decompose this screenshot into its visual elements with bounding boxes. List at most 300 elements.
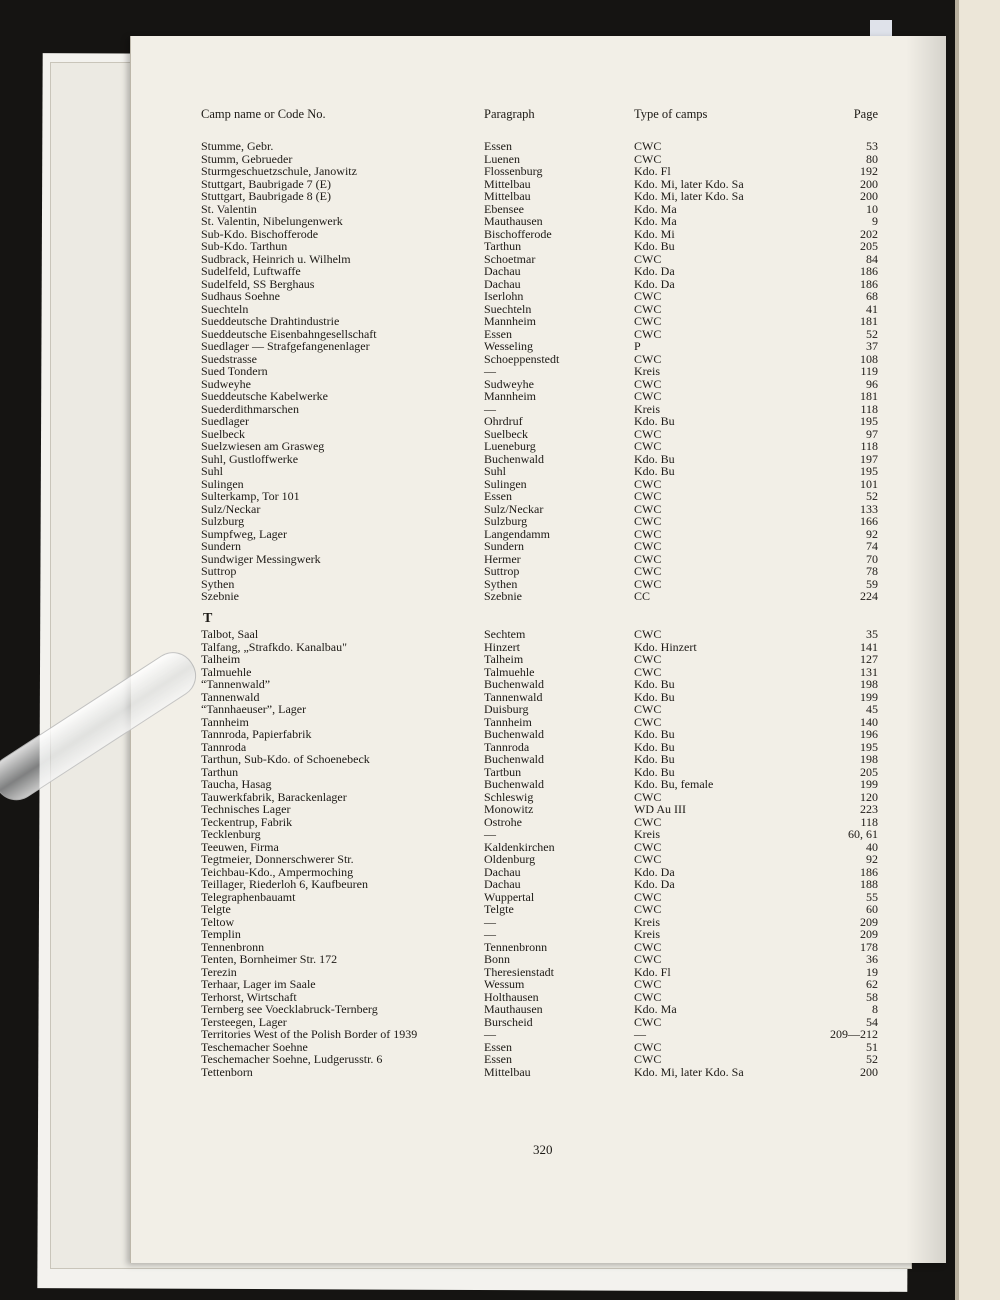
index-entry-type: CWC <box>634 627 662 641</box>
index-entry-paragraph: Mauthausen <box>484 1002 543 1016</box>
index-entry-page: 54 <box>866 1014 878 1029</box>
index-entry-name: Sulzburg <box>201 514 245 528</box>
index-entry-page: 19 <box>866 964 878 979</box>
index-entry-page: 96 <box>866 376 878 391</box>
index-entry-page: 188 <box>860 877 878 891</box>
index-entry-type: CWC <box>634 301 662 316</box>
index-entry-name: Ternberg see Voecklabruck-Ternberg <box>201 1002 378 1016</box>
index-entry-type: CWC <box>634 939 662 954</box>
index-entry-type: Kdo. Bu <box>634 451 675 466</box>
index-entry-page: 133 <box>860 501 878 516</box>
index-entry-page: 141 <box>860 639 878 654</box>
index-entry-name: Taucha, Hasag <box>201 777 272 791</box>
index-entry-name: Talbot, Saal <box>201 627 259 641</box>
index-entry-type: CWC <box>634 714 662 729</box>
index-entry-page: 74 <box>866 539 878 553</box>
t-camp-name-column <box>201 628 417 1078</box>
index-entry-page: 181 <box>860 389 878 403</box>
index-entry-page: 200 <box>860 176 878 191</box>
index-entry-name: Suttrop <box>201 564 237 578</box>
index-entry-page: 60, 61 <box>848 827 878 841</box>
index-entry-name: Teschemacher Soehne <box>201 1039 308 1054</box>
index-entry-type: CWC <box>634 814 662 829</box>
index-entry-type: CWC <box>634 1039 662 1054</box>
index-entry-type: CWC <box>634 902 662 916</box>
index-entry-page: 209—212 <box>830 1027 878 1041</box>
index-entry-name: Sueddeutsche Eisenbahngesellschaft <box>201 326 377 341</box>
index-entry-page: 198 <box>860 752 878 766</box>
index-entry-page: 202 <box>860 226 878 241</box>
index-entry-paragraph: Essen <box>484 489 512 503</box>
index-entry-type: CWC <box>634 989 662 1004</box>
index-entry-paragraph: Hermer <box>484 551 521 566</box>
index-entry-type: CWC <box>634 839 662 854</box>
index-entry-type: CWC <box>634 326 662 341</box>
t-page-column <box>790 628 878 1078</box>
index-entry-paragraph: Tarthun <box>484 239 522 253</box>
index-entry-page: 84 <box>866 251 878 266</box>
index-entry-paragraph: Tannroda <box>484 739 530 754</box>
index-entry-page: 209 <box>860 914 878 929</box>
index-entry-paragraph: Oldenburg <box>484 852 536 866</box>
book-spine-shadow <box>955 0 959 1300</box>
index-entry-name: Sundern <box>201 539 241 553</box>
index-entry-type: Kreis <box>634 914 660 929</box>
index-entry-paragraph: Essen <box>484 326 512 341</box>
index-entry-page: 166 <box>860 514 878 528</box>
index-entry-name: Suedstrasse <box>201 351 257 366</box>
index-entry-type: Kdo. Da <box>634 877 675 891</box>
index-entry-paragraph: Schoeppenstedt <box>484 351 560 366</box>
index-entry-name: Teckentrup, Fabrik <box>201 814 293 829</box>
index-entry-paragraph: — <box>484 401 496 416</box>
index-entry-page: 52 <box>866 489 878 503</box>
index-entry-type: CWC <box>634 564 662 578</box>
index-entry-type: Kdo. Hinzert <box>634 639 697 654</box>
index-entry-name: Telegraphenbauamt <box>201 889 296 904</box>
index-entry-type: CWC <box>634 426 662 441</box>
index-entry-type: Kdo. Bu <box>634 689 675 704</box>
index-entry-type: Kdo. Bu <box>634 739 675 754</box>
header-camp-name: Camp name or Code No. <box>201 107 326 121</box>
index-entry-type: CWC <box>634 439 662 453</box>
index-entry-paragraph: Szebnie <box>484 589 522 603</box>
index-entry-paragraph: Buchenwald <box>484 777 544 791</box>
index-entry-paragraph: Suelbeck <box>484 426 528 441</box>
index-entry-paragraph: — <box>484 927 496 941</box>
index-entry-page: 37 <box>866 339 878 353</box>
s-type-column <box>634 140 744 603</box>
index-entry-type: CWC <box>634 852 662 866</box>
index-entry-name: Talheim <box>201 652 241 666</box>
index-entry-paragraph: Mannheim <box>484 389 536 403</box>
index-entry-type: CWC <box>634 1052 662 1066</box>
index-entry-paragraph: Hinzert <box>484 639 520 654</box>
index-entry-page: 198 <box>860 677 878 691</box>
index-entry-paragraph: Holthausen <box>484 989 539 1004</box>
index-entry-name: Sub-Kdo. Bischofferode <box>201 226 319 241</box>
header-type: Type of camps <box>634 107 708 121</box>
index-entry-type: CWC <box>634 289 662 303</box>
index-entry-type: CC <box>634 589 651 603</box>
index-entry-name: Stumm, Gebrueder <box>201 151 293 166</box>
t-paragraph-column <box>484 628 555 1078</box>
index-entry-paragraph: Sythen <box>484 576 518 591</box>
index-entry-paragraph: Wessum <box>484 977 525 991</box>
index-entry-name: Suhl, Gustloffwerke <box>201 451 299 466</box>
index-entry-name: Sumpfweg, Lager <box>201 526 287 541</box>
index-entry-paragraph: Sechtem <box>484 627 526 641</box>
index-entry-paragraph: Wesseling <box>484 339 534 353</box>
index-entry-page: 78 <box>866 564 878 578</box>
index-entry-page: 200 <box>860 189 878 203</box>
index-entry-paragraph: Tannheim <box>484 714 532 729</box>
index-entry-type: Kreis <box>634 927 660 941</box>
index-entry-type: CWC <box>634 251 662 266</box>
index-entry-page: 8 <box>872 1002 878 1016</box>
index-entry-type: CWC <box>634 376 662 391</box>
index-entry-type: Kdo. Fl <box>634 164 671 178</box>
index-entry-type: Kdo. Ma <box>634 201 677 216</box>
index-entry-paragraph: Sulz/Neckar <box>484 501 544 516</box>
index-entry-name: Sturmgeschuetzschule, Janowitz <box>201 164 357 178</box>
index-entry-paragraph: Kaldenkirchen <box>484 839 555 854</box>
index-entry-type: Kdo. Ma <box>634 214 677 228</box>
index-entry-type: WD Au III <box>634 802 686 816</box>
index-entry-page: 60 <box>866 902 878 916</box>
index-entry-page: 45 <box>866 702 878 716</box>
index-entry-page: 195 <box>860 414 878 428</box>
index-entry-paragraph: Buchenwald <box>484 677 544 691</box>
index-entry-type: CWC <box>634 576 662 591</box>
index-entry-type: CWC <box>634 151 662 166</box>
index-entry-paragraph: Tennenbronn <box>484 939 548 954</box>
index-entry-page: 178 <box>860 939 878 954</box>
index-entry-name: Telgte <box>201 902 231 916</box>
facing-page-edge <box>955 0 1000 1300</box>
index-entry-name: Suederdithmarschen <box>201 401 299 416</box>
index-entry-page: 186 <box>860 864 878 879</box>
t-type-column <box>634 628 744 1078</box>
index-entry-type: CWC <box>634 139 662 153</box>
index-entry-name: Sueddeutsche Drahtindustrie <box>201 314 340 328</box>
index-entry-page: 140 <box>860 714 878 729</box>
index-entry-paragraph: Essen <box>484 139 512 153</box>
index-entry-page: 92 <box>866 526 878 541</box>
index-entry-paragraph: Suhl <box>484 464 507 478</box>
index-entry-name: Terezin <box>201 964 237 979</box>
index-entry-paragraph: Dachau <box>484 264 521 278</box>
index-entry-name: Teichbau-Kdo., Ampermoching <box>201 864 354 879</box>
index-entry-name: Talmuehle <box>201 664 252 679</box>
index-entry-page: 200 <box>860 1064 878 1079</box>
index-entry-page: 181 <box>860 314 878 328</box>
index-entry-paragraph: Iserlohn <box>484 289 524 303</box>
page-gutter-shadow <box>906 36 946 1263</box>
index-entry-page: 52 <box>866 1052 878 1066</box>
index-entry-paragraph: Luenen <box>484 151 520 166</box>
index-entry-type: Kreis <box>634 827 660 841</box>
index-entry-page: 62 <box>866 977 878 991</box>
s-camp-name-column <box>201 140 377 603</box>
index-entry-paragraph: Mittelbau <box>484 1064 531 1079</box>
index-entry-page: 9 <box>872 214 878 228</box>
index-entry-page: 40 <box>866 839 878 854</box>
index-entry-name: Suhl <box>201 464 224 478</box>
index-entry-name: Suedlager <box>201 414 249 428</box>
s-paragraph-column <box>484 140 559 603</box>
index-entry-type: Kdo. Bu, female <box>634 777 714 791</box>
index-entry-name: Sythen <box>201 576 235 591</box>
index-entry-name: Sudelfeld, SS Berghaus <box>201 276 315 291</box>
index-entry-name: Suedlager — Strafgefangenenlager <box>201 339 370 353</box>
index-entry-paragraph: Dachau <box>484 276 521 291</box>
index-entry-paragraph: Ohrdruf <box>484 414 523 428</box>
index-entry-page: 205 <box>860 239 878 253</box>
index-entry-name: Stuttgart, Baubrigade 7 (E) <box>201 176 331 191</box>
index-entry-paragraph: Langendamm <box>484 526 550 541</box>
index-entry-name: Suelbeck <box>201 426 245 441</box>
index-entry-type: Kdo. Bu <box>634 414 675 428</box>
index-entry-page: 209 <box>860 927 878 941</box>
index-entry-paragraph: Mittelbau <box>484 189 531 203</box>
header-paragraph: Paragraph <box>484 107 535 121</box>
index-entry-page: 108 <box>860 351 878 366</box>
index-entry-name: Sueddeutsche Kabelwerke <box>201 389 328 403</box>
index-entry-type: CWC <box>634 977 662 991</box>
index-entry-type: CWC <box>634 652 662 666</box>
index-entry-type: Kdo. Da <box>634 864 675 879</box>
index-entry-page: 51 <box>866 1039 878 1054</box>
index-entry-type: CWC <box>634 389 662 403</box>
index-entry-page: 224 <box>860 589 878 603</box>
index-entry-type: CWC <box>634 551 662 566</box>
index-entry-page: 55 <box>866 889 878 904</box>
index-entry-type: CWC <box>634 789 662 804</box>
index-entry-type: CWC <box>634 351 662 366</box>
index-entry-paragraph: Essen <box>484 1052 512 1066</box>
index-entry-paragraph: Talheim <box>484 652 524 666</box>
index-entry-name: Templin <box>201 927 241 941</box>
index-entry-page: 36 <box>866 952 878 966</box>
index-entry-type: Kdo. Da <box>634 276 675 291</box>
index-entry-paragraph: Talmuehle <box>484 664 535 679</box>
index-entry-name: Teltow <box>201 914 235 929</box>
index-entry-type: CWC <box>634 664 662 679</box>
index-entry-name: Stuttgart, Baubrigade 8 (E) <box>201 189 331 203</box>
index-entry-paragraph: Buchenwald <box>484 727 544 741</box>
index-entry-paragraph: — <box>484 914 496 929</box>
index-entry-type: Kdo. Ma <box>634 1002 677 1016</box>
index-entry-name: Sued Tondern <box>201 364 268 378</box>
index-entry-type: Kreis <box>634 364 660 378</box>
index-entry-paragraph: Mannheim <box>484 314 536 328</box>
index-entry-page: 68 <box>866 289 878 303</box>
index-entry-name: St. Valentin, Nibelungenwerk <box>201 214 343 228</box>
index-entry-type: CWC <box>634 314 662 328</box>
index-entry-name: Tecklenburg <box>201 827 261 841</box>
index-entry-type: CWC <box>634 489 662 503</box>
index-entry-paragraph: Suechteln <box>484 301 532 316</box>
index-entry-name: “Tannhaeuser”, Lager <box>201 702 307 716</box>
index-entry-paragraph: Mittelbau <box>484 176 531 191</box>
index-entry-type: CWC <box>634 539 662 553</box>
index-entry-page: 196 <box>860 727 878 741</box>
index-entry-paragraph: Sulingen <box>484 476 527 491</box>
index-entry-paragraph: Buchenwald <box>484 752 544 766</box>
index-entry-paragraph: Bonn <box>484 952 511 966</box>
index-entry-type: Kdo. Mi, later Kdo. Sa <box>634 189 744 203</box>
index-entry-page: 131 <box>860 664 878 679</box>
index-entry-paragraph: Tannenwald <box>484 689 543 704</box>
index-entry-paragraph: Flossenburg <box>484 164 543 178</box>
index-entry-name: Sulz/Neckar <box>201 501 261 516</box>
index-entry-type: P <box>634 339 641 353</box>
index-entry-name: Sudhaus Soehne <box>201 289 280 303</box>
index-entry-paragraph: Schleswig <box>484 789 534 804</box>
index-entry-name: Stumme, Gebr. <box>201 139 274 153</box>
index-entry-name: Tersteegen, Lager <box>201 1014 287 1029</box>
index-entry-type: CWC <box>634 526 662 541</box>
index-entry-name: Tauwerkfabrik, Barackenlager <box>201 789 347 804</box>
index-entry-type: Kdo. Da <box>634 264 675 278</box>
index-entry-name: Tennenbronn <box>201 939 265 954</box>
index-entry-paragraph: Duisburg <box>484 702 529 716</box>
index-entry-paragraph: Suttrop <box>484 564 520 578</box>
index-entry-paragraph: Theresienstadt <box>484 964 554 979</box>
index-entry-name: Tannenwald <box>201 689 260 704</box>
index-entry-name: St. Valentin <box>201 201 257 216</box>
index-entry-page: 35 <box>866 627 878 641</box>
index-entry-name: Teeuwen, Firma <box>201 839 279 854</box>
index-entry-name: Talfang, „Strafkdo. Kanalbau" <box>201 639 348 654</box>
index-entry-type: Kdo. Bu <box>634 727 675 741</box>
index-entry-page: 197 <box>860 451 878 466</box>
index-entry-name: Sudelfeld, Luftwaffe <box>201 264 301 278</box>
index-entry-paragraph: Essen <box>484 1039 512 1054</box>
index-entry-paragraph: Dachau <box>484 877 521 891</box>
index-entry-paragraph: Lueneburg <box>484 439 536 453</box>
index-entry-name: Suechteln <box>201 301 249 316</box>
index-entry-page: 101 <box>860 476 878 491</box>
index-entry-name: Terhorst, Wirtschaft <box>201 989 297 1004</box>
page-number: 320 <box>533 1142 553 1157</box>
index-entry-page: 205 <box>860 764 878 779</box>
index-entry-type: Kdo. Bu <box>634 764 675 779</box>
index-entry-page: 58 <box>866 989 878 1004</box>
index-entry-type: Kdo. Bu <box>634 677 675 691</box>
index-entry-name: Sulterkamp, Tor 101 <box>201 489 300 503</box>
index-entry-paragraph: Tartbun <box>484 764 522 779</box>
index-entry-type: Kdo. Fl <box>634 964 671 979</box>
index-entry-name: Sulingen <box>201 476 244 491</box>
index-entry-paragraph: Bischofferode <box>484 226 552 241</box>
index-entry-paragraph: — <box>484 827 496 841</box>
index-entry-paragraph: Dachau <box>484 864 521 879</box>
index-entry-page: 118 <box>860 814 878 829</box>
index-entry-name: “Tannenwald” <box>201 677 271 691</box>
index-entry-type: Kdo. Bu <box>634 464 675 478</box>
index-entry-name: Tenten, Bornheimer Str. 172 <box>201 952 338 966</box>
index-entry-page: 80 <box>866 151 878 166</box>
section-letter-t: T <box>203 611 213 626</box>
index-entry-name: Tarthun <box>201 764 239 779</box>
index-entry-name: Tettenborn <box>201 1064 253 1079</box>
index-entry-type: CWC <box>634 702 662 716</box>
index-entry-type: CWC <box>634 1014 662 1029</box>
index-entry-page: 127 <box>860 652 878 666</box>
index-entry-type: CWC <box>634 514 662 528</box>
index-entry-paragraph: Schoetmar <box>484 251 536 266</box>
index-entry-name: Sudweyhe <box>201 376 251 391</box>
index-entry-name: Technisches Lager <box>201 802 291 816</box>
index-entry-type: Kdo. Mi <box>634 226 675 241</box>
index-entry-paragraph: Buchenwald <box>484 451 544 466</box>
index-entry-page: 199 <box>860 689 878 704</box>
index-entry-page: 120 <box>860 789 878 804</box>
index-entry-name: Tannroda, Papierfabrik <box>201 727 312 741</box>
header-page: Page <box>853 107 878 121</box>
index-entry-page: 195 <box>860 464 878 478</box>
index-entry-paragraph: Mauthausen <box>484 214 543 228</box>
index-entry-type: CWC <box>634 889 662 904</box>
index-entry-name: Terhaar, Lager im Saale <box>201 977 316 991</box>
index-entry-paragraph: — <box>484 364 496 378</box>
index-entry-page: 97 <box>866 426 878 441</box>
index-entry-page: 10 <box>866 201 878 216</box>
index-entry-page: 119 <box>860 364 878 378</box>
index-entry-page: 52 <box>866 326 878 341</box>
index-entry-page: 118 <box>860 401 878 416</box>
index-entry-paragraph: Wuppertal <box>484 889 535 904</box>
index-entry-paragraph: Burscheid <box>484 1014 533 1029</box>
index-entry-name: Sundwiger Messingwerk <box>201 551 321 566</box>
index-entry-paragraph: — <box>484 1027 496 1041</box>
index-entry-paragraph: Telgte <box>484 902 514 916</box>
index-entry-type: Kdo. Bu <box>634 239 675 253</box>
index-entry-paragraph: Ostrohe <box>484 814 522 829</box>
index-entry-page: 41 <box>866 301 878 316</box>
index-entry-page: 53 <box>866 139 878 153</box>
index-entry-page: 92 <box>866 852 878 866</box>
index-entry-name: Suelzwiesen am Grasweg <box>201 439 325 453</box>
index-entry-page: 195 <box>860 739 878 754</box>
index-entry-paragraph: Sudweyhe <box>484 376 534 391</box>
index-entry-name: Teillager, Riederloh 6, Kaufbeuren <box>201 877 368 891</box>
index-entry-type: — <box>634 1027 646 1041</box>
index-entry-type: Kdo. Mi, later Kdo. Sa <box>634 1064 744 1079</box>
index-entry-name: Territories West of the Polish Border of 1939 <box>201 1027 418 1041</box>
index-entry-type: CWC <box>634 952 662 966</box>
index-entry-type: CWC <box>634 476 662 491</box>
index-entry-page: 186 <box>860 264 878 278</box>
index-entry-name: Sub-Kdo. Tarthun <box>201 239 288 253</box>
index-entry-page: 186 <box>860 276 878 291</box>
index-entry-name: Tegtmeier, Donnerschwerer Str. <box>201 852 354 866</box>
index-entry-name: Tannroda <box>201 739 247 754</box>
index-entry-page: 192 <box>860 164 878 178</box>
index-entry-paragraph: Sulzburg <box>484 514 528 528</box>
index-entry-page: 59 <box>866 576 878 591</box>
index-entry-page: 223 <box>860 802 878 816</box>
index-entry-name: Tannheim <box>201 714 249 729</box>
index-entry-paragraph: Ebensee <box>484 201 524 216</box>
index-entry-name: Teschemacher Soehne, Ludgerusstr. 6 <box>201 1052 383 1066</box>
s-page-column <box>790 140 878 603</box>
index-entry-paragraph: Monowitz <box>484 802 534 816</box>
index-entry-type: Kreis <box>634 401 660 416</box>
index-entry-name: Sudbrack, Heinrich u. Wilhelm <box>201 251 351 266</box>
